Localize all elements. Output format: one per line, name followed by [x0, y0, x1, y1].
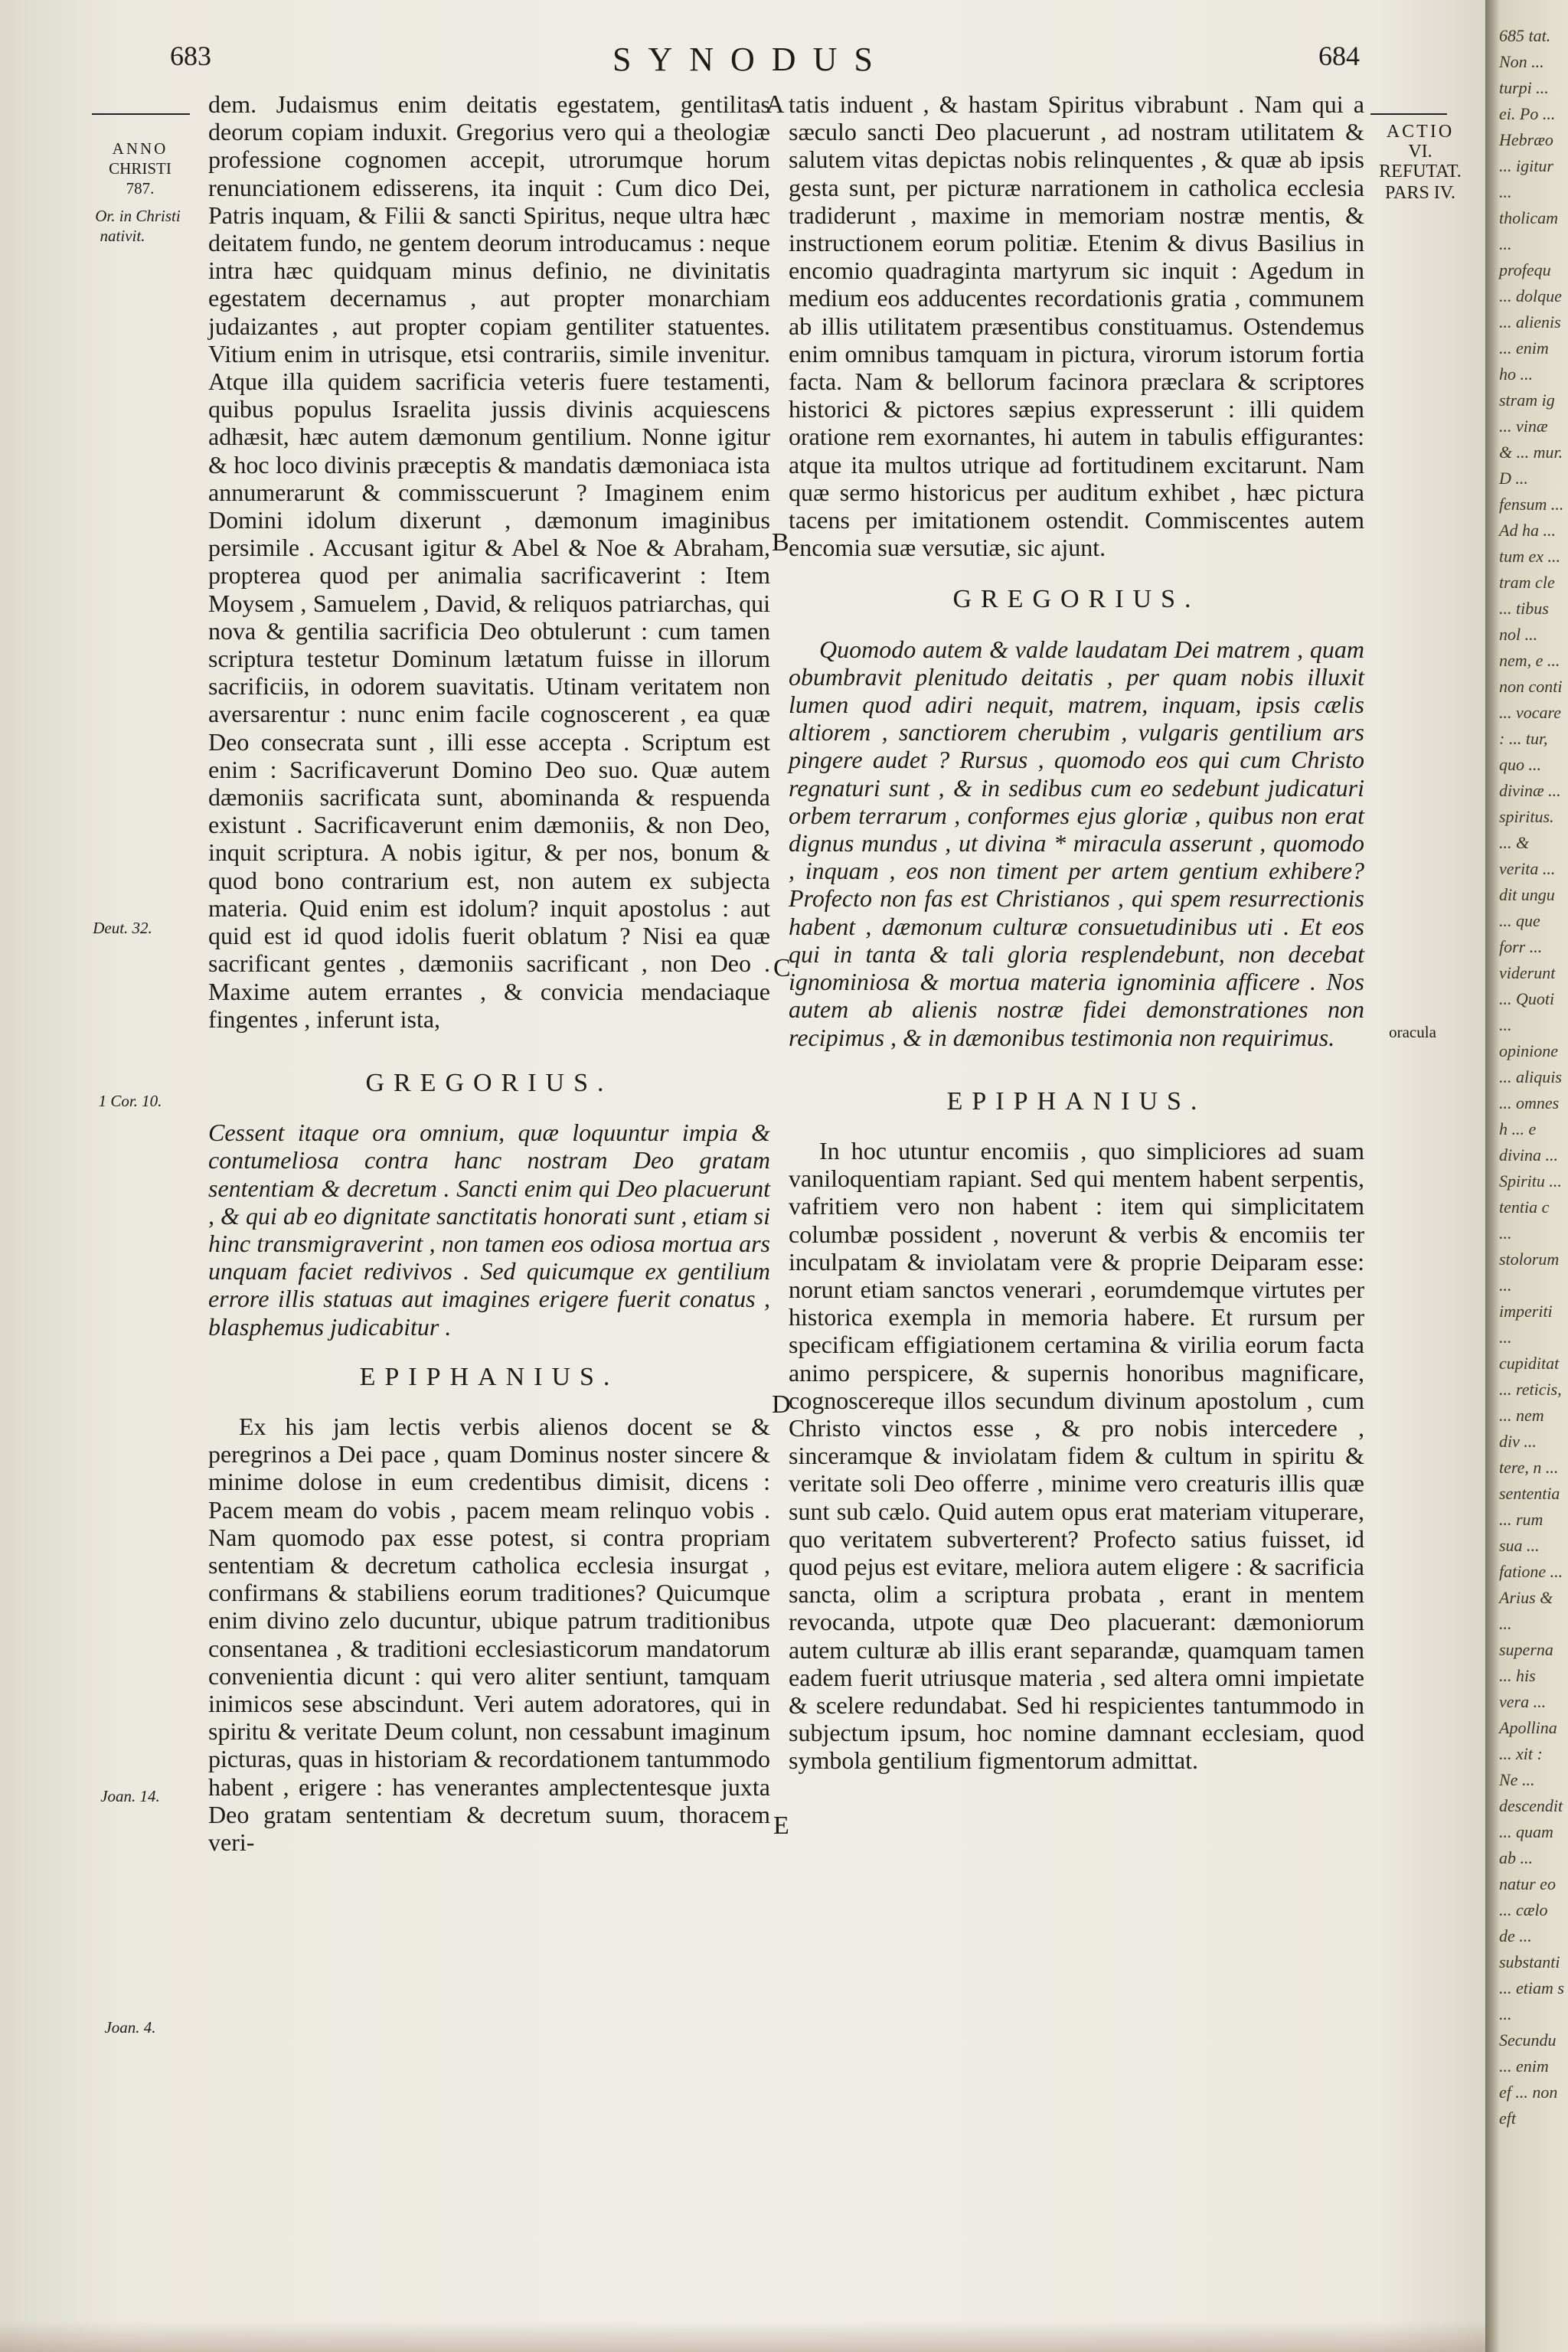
- margin-note-christi: CHRISTI: [109, 159, 172, 178]
- margin-note-joan4: Joan. 4.: [104, 2018, 156, 2037]
- right-heading-gregorius: GREGORIUS.: [952, 585, 1200, 614]
- left-heading-epiphanius: EPIPHANIUS.: [359, 1362, 619, 1391]
- margin-note-vi: VI.: [1408, 142, 1432, 162]
- margin-note-nativit: nativit.: [100, 227, 145, 245]
- margin-note-year: 787.: [126, 179, 155, 198]
- adjacent-page-edge: [1485, 0, 1568, 2352]
- section-letter-d: D: [772, 1390, 791, 1419]
- left-column: [208, 90, 770, 1856]
- right-heading-epiphanius: EPIPHANIUS.: [946, 1086, 1207, 1116]
- right-paragraph-3: In hoc utuntur encomiis , quo simpliciores ad suam vaniloquentiam rapiant. Sed qui mentem habent serpentis, vafritiem vero non habent : item qui simplicitatem columbæ possident , noverunt & verbis & encomiis ter inculpatam & inviolatam vere & proprie Deiparam esse: norunt etiam sanctos venerari , eorumdemque virtutes per historica exempla in memoria habere. Et rursum per specificam effigiationem certamina & virilia eorum facta animo perspicere, & supernis honoribus magnificare, cognoscereque illos secundum divinum apostolum , cum Christo vinctos esse , & pro nobis intercedere , sinceramque & inviolatam fidem & cultum in spiritu & veritate soli Deo offerre , minime vero creaturis illis quæ sunt sub cælo. Quid autem opus erat materiam vituperare, quo veritatem subverterent? Profecto satius fuisset, id quod pejus est evitare, meliora autem eligere : & sacrificia sancta, olim a scriptura probata , erant in mentem revocanda, utpote quæ Deo placuerant: dæmoniorum autem culturæ ab illis erant separandæ, quamquam tamen eadem fuerit utriusque materia , sed altera omni impietate & scelere redundabat. Sed hi respicientes tantummodo in subjectum ipsum, hoc nomine damnant ecclesiam, quod symbola gentilium figmentorum admittat.: [789, 1136, 1364, 1775]
- margin-note-anno: ANNO: [112, 139, 168, 158]
- page-bottom-edge: [0, 2321, 1501, 2352]
- running-title: SYNODUS: [612, 41, 890, 78]
- margin-note-or-christi: Or. in Christi: [95, 207, 181, 225]
- margin-note-refutat: REFUTAT.: [1379, 162, 1462, 181]
- right-paragraph-2: Quomodo autem & valde laudatam Dei matrem , quam obumbravit plenitudo deitatis , per quam nobis illuxit lumen quod adiri nequit, matrem, inquam, ipsis cælis altiorem , sanctiorem cherubim , vulgaris gentilium ars pingere audet ? Rursus , quomodo eos qui cum Christo regnaturi sunt , & in sedibus cum eo sedebunt judicaturi orbem terrarum , conformes ejus gloriæ , quibus non erat dignus mundus , ut divina * miracula asserunt , quomodo , inquam , eos non timent per artem gentium exhibere? Profecto non fas est Christianos , qui spem resurrectionis habent , dæmonum culturæ consuetudinibus uti . Et eos qui in tanta & tali gloria resplendebunt, non decebat ignominiosa & mortua materia ignominia afficere . Nos autem ab alienis nostræ fidei demonstrationes non recipimus , & in dæmonibus testimonia non requirimus.: [789, 635, 1364, 1051]
- margin-note-oracula: oracula: [1389, 1023, 1436, 1041]
- left-heading-gregorius: GREGORIUS.: [365, 1068, 613, 1097]
- margin-note-joan14: Joan. 14.: [100, 1787, 160, 1805]
- margin-rule-left: [92, 113, 190, 115]
- left-paragraph-1: dem. Judaismus enim deitatis egestatem, gentilitas deorum copiam induxit. Gregorius vero qui a theologiæ professione cognomen accepit, utrorumque horum renunciationem edisserens, ita inquit : Cum dico Dei, Patris inquam, & Filii & sancti Spiritus, neque ultra hæc deitatem fundo, ne gentem deorum introducamus : neque intra hæc quidquam minus definio, ne divinitatis egestatem decernamus , aut propter monarchiam judaizantes , aut propter copiam gentiliter statuentes. Vitium enim in utrisque, etsi contrariis, simile invenitur. Atque illa quidem sacrificia veteris fuere testamenti, quibus populus Israelita jussis divinis acquiescens adhæsit, hæc autem dæmonum gentilium. Nonne igitur & hoc loco divinis præceptis & mandatis dæmoniaca ista annumerarunt & commisscuerunt ? Imaginem enim Domini idolum dixerunt , dæmonum imaginibus persimile . Accusant igitur & Abel & Noe & Abraham, propterea quod per animalia sacrificaverint : Item Moysem , Samuelem , David, & reliquos patriarchas, qui nova & gentilia sacrificia Deo obtulerunt : cum tamen scriptura testetur Dominum lætatum fuisse in illorum sacrificiis, in odorem suavitatis. Utinam veritatem non aversarentur : nunc enim facile cognoscerent , ea quæ Deo consecrata sunt , illi esse accepta . Scriptum est enim : Sacrificaverunt Domino Deo suo. Quæ autem dæmoniis sacrificata sunt, abominanda & respuenda existunt . Sacrificaverunt enim dæmoniis, & non Deo, inquit scriptura. A nobis igitur, & per nos, bonum & quod bono contrarium est, non autem ex subjecta materia. Quid enim est idolum? inquit apostolus : aut quid est id quod idolis fuerit oblatum ? Nisi ea quæ sacrificant gentes , dæmoniis sacrificant , non Deo . Maxime autem errantes , & convicia mendaciaque fingentes , inferunt ista,: [208, 90, 770, 1033]
- page-number-left: 683: [170, 41, 211, 71]
- page-number-right: 684: [1318, 41, 1360, 71]
- adjacent-page-text: 685 tat. Non ... turpi ... ei. Po ... Hebræo ... igitur ... tholicam ... profequ ... dolque ... alienis ... enim ho ... stram ig ... vinæ & ... mur. D ... fensum ... Ad ha ... tum ex ... tram cle ... tibus nol ... nem, e ... non conti ... vocare : ... tur, quo ... divinæ ... spiritus. ... & verita ... dit ungu ... que forr ... viderunt ... Quoti ... opinione ... aliquis ... omnes h ... e divina ... Spiritu ... tentia c ... stolorum ... imperiti ... cupiditat ... reticis, ... nem div ... tere, n ... sententia ... rum sua ... fatione ... Arius & ... superna ... his vera ... Apollina ... xit : Ne ... descendit ... quam ab ... natur eo ... cælo de ... substanti ... etiam s ... Secundu ... enim ef ... non eft: [1499, 26, 1564, 2128]
- running-head: [0, 40, 1501, 86]
- section-letter-b: B: [772, 528, 789, 557]
- section-letter-c: C: [773, 954, 791, 982]
- margin-note-pars: PARS IV.: [1384, 183, 1456, 203]
- right-column: [789, 90, 1364, 1775]
- section-letter-a: A: [766, 90, 785, 119]
- margin-rule-right: [1370, 113, 1447, 115]
- left-paragraph-3: Ex his jam lectis verbis alienos docent se & peregrinos a Dei pace , quam Dominus noster sincere & minime dolose in eum credentibus dimisit, dicens : Pacem meam do vobis , pacem meam relinquo vobis . Nam quomodo pax esse potest, si contra propriam sententiam & decretum catholica ecclesia insurgat , confirmans & stabiliens eorum traditiones? Quicumque enim divino zelo ducuntur, ubique patrum traditionibus consentanea , & traditioni ecclesiasticorum mandatorum convenientia dicunt : qui vero aliter sentiunt, tamquam inimicos sese abscindunt. Veri autem adoratores, qui in spiritu & veritate Deum colunt, non cessabunt imaginum picturas, quas in historiam & recordationem tantummodo habent , erigere : has venerantes amplectentesque juxta Deo gratam sententiam & decretum suum, thoracem veri-: [208, 1412, 770, 1856]
- margin-note-cor: 1 Cor. 10.: [98, 1092, 162, 1110]
- left-paragraph-2: Cessent itaque ora omnium, quæ loquuntur impia & contumeliosa contra hanc nostram Deo gratam sententiam & decretum . Sancti enim qui Deo placuerunt , & qui ab eo dignitate sanctitatis honorati sunt , etiam si hinc transmigraverint , non tamen eos odiosa mortua ars unquam faciet redivivos . Sed quicumque ex gentilium errore illis statuas aut imagines erigere fuerit conatus , blasphemus judicabitur .: [208, 1119, 770, 1341]
- right-paragraph-1: tatis induent , & hastam Spiritus vibrabunt . Nam qui a sæculo sancti Deo placuerunt , ad nostram utilitatem & salutem vitas depictas nobis relinquentes , & quæ ab ipsis gesta sunt, per picturæ narrationem in catholica ecclesia tradiderunt , maxime in memoriam nostræ mentis, & instructionem eorum politiæ. Etenim & divus Basilius in encomio quadraginta martyrum sic inquit : Agedum in medium eos adducentes recordationis gratia , communem ab illis utilitatem præsentibus constituamus. Ostendemus enim omnibus tamquam in pictura, virorum istorum fortia facta. Nam & bellorum facinora præclara & scriptores historici & pictores sæpius expresserunt : illi quidem oratione rem exornantes, hi autem in tabulis effigurantes: atque ita multos utrique ad fortitudinem excitarunt. Nam quæ sermo historicus per auditum exhibet , hæc pictura tacens per imitationem ostendit. Commiscentes autem encomia suæ versutiæ, sic ajunt.: [789, 90, 1364, 562]
- section-letter-e: E: [773, 1811, 789, 1840]
- margin-note-deut: Deut. 32.: [93, 919, 152, 937]
- margin-note-actio: ACTIO: [1386, 122, 1455, 142]
